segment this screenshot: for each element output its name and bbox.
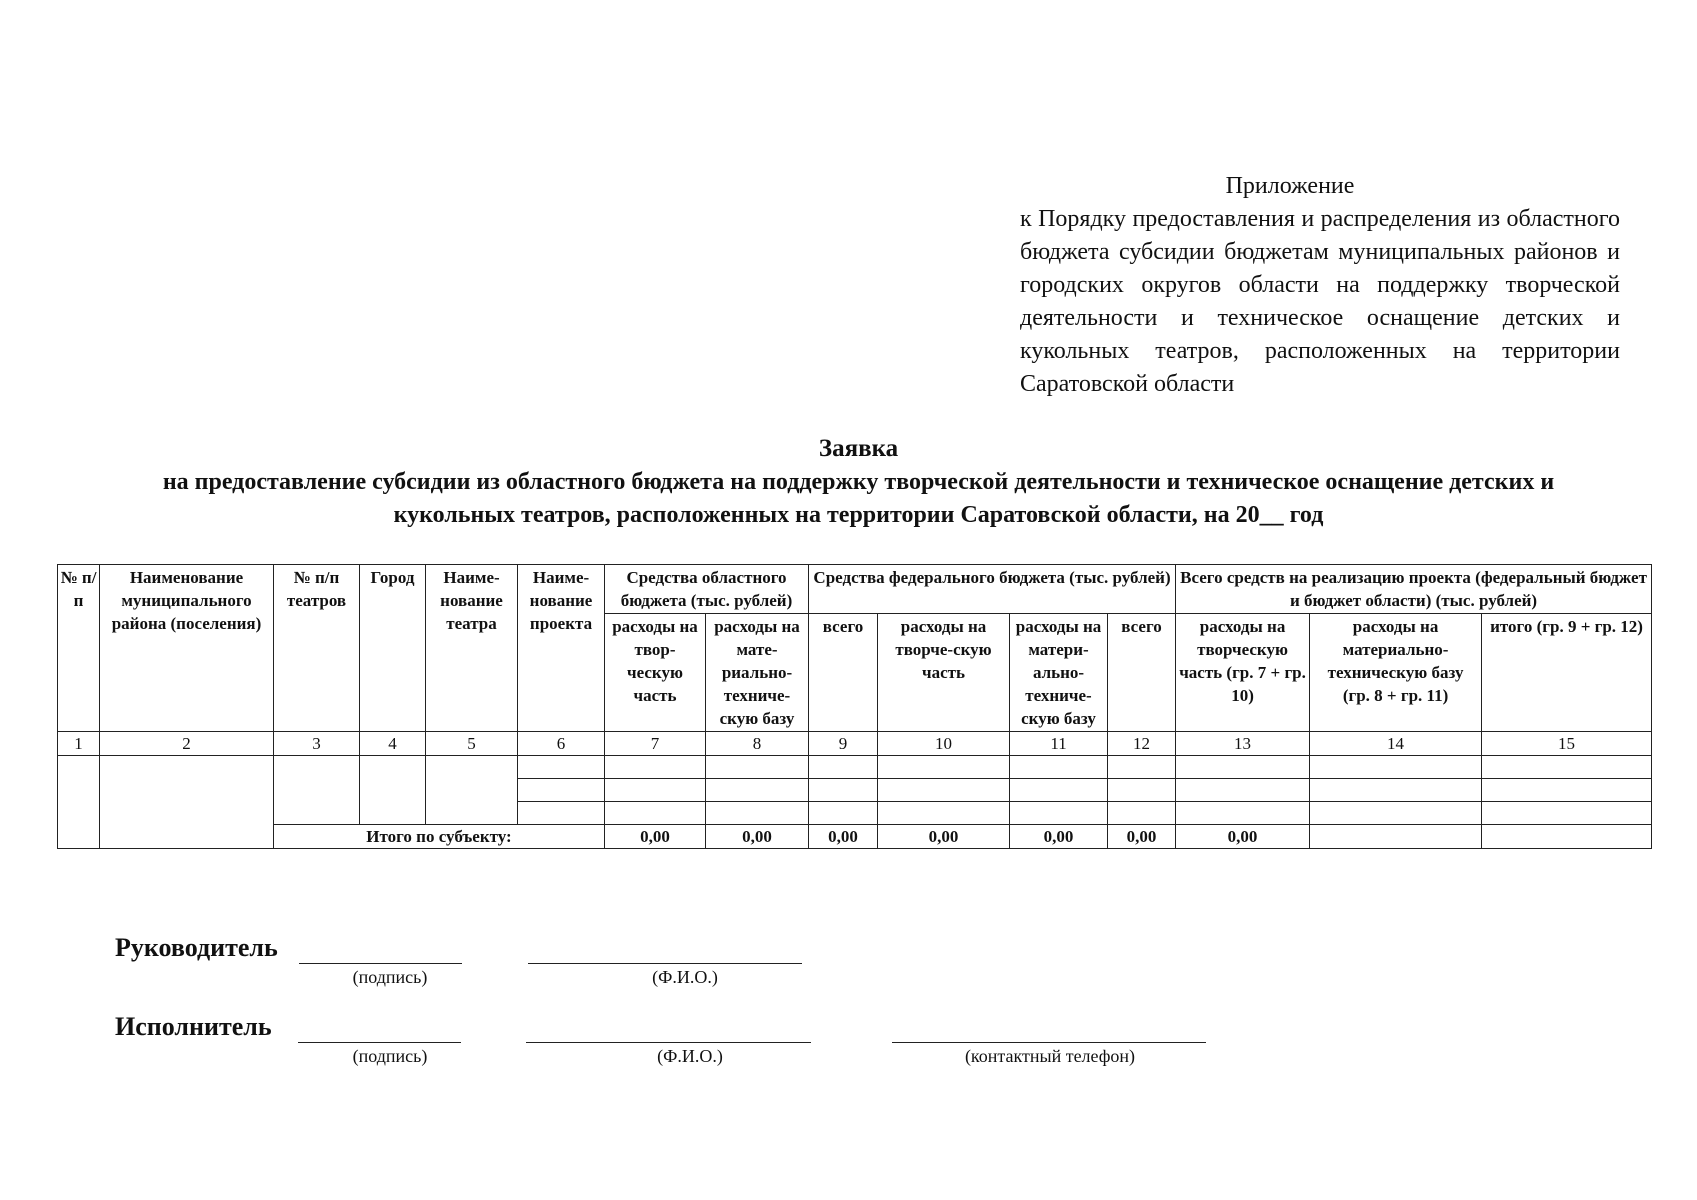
column-number: 12 xyxy=(1108,732,1176,756)
cell xyxy=(878,802,1010,825)
header-theatre-name: Наиме-нование театра xyxy=(426,565,518,732)
cell xyxy=(1176,802,1310,825)
cell xyxy=(1010,756,1108,779)
column-number: 1 xyxy=(58,732,100,756)
header-col-14: расходы на материально-техническую базу (гр. 8 + гр. 11) xyxy=(1310,614,1482,732)
cell xyxy=(1108,802,1176,825)
cell xyxy=(605,756,706,779)
header-col-7: расходы на твор-ческую часть xyxy=(605,614,706,732)
cell-project xyxy=(518,802,605,825)
cell-project xyxy=(518,756,605,779)
cell xyxy=(706,756,809,779)
cell-city xyxy=(360,756,426,825)
cell xyxy=(1310,779,1482,802)
header-theatre-number: № п/п театров xyxy=(274,565,360,732)
column-number: 14 xyxy=(1310,732,1482,756)
header-district: Наименование муниципального района (поселения) xyxy=(100,565,274,732)
column-number: 7 xyxy=(605,732,706,756)
cell xyxy=(1176,779,1310,802)
cell xyxy=(1482,779,1652,802)
appendix-block xyxy=(1020,170,1620,401)
total-label: Итого по субъекту: xyxy=(274,825,605,849)
cell xyxy=(809,779,878,802)
column-number: 13 xyxy=(1176,732,1310,756)
header-col-10: расходы на творче-скую часть xyxy=(878,614,1010,732)
executor-name-line[interactable] xyxy=(526,1042,811,1043)
total-value: 0,00 xyxy=(878,825,1010,849)
total-value: 0,00 xyxy=(605,825,706,849)
executor-phone-caption: (контактный телефон) xyxy=(964,1046,1136,1066)
cell xyxy=(809,756,878,779)
appendix-title: Приложение xyxy=(1225,173,1355,199)
head-name-line[interactable] xyxy=(528,963,802,964)
request-subtitle: на предоставление субсидии из областного бюджета на поддержку творческой деятельности и техническое оснащение детских и кукольных театров, расположенных на территории Саратовской области, на 20__ год xyxy=(162,469,1555,528)
total-value: 0,00 xyxy=(1010,825,1108,849)
request-heading xyxy=(60,432,1657,532)
cell xyxy=(1010,802,1108,825)
column-number: 5 xyxy=(426,732,518,756)
header-col-9: всего xyxy=(809,614,878,732)
executor-signature-line[interactable] xyxy=(298,1042,461,1043)
cell xyxy=(1310,802,1482,825)
head-name-caption: (Ф.И.О.) xyxy=(652,967,718,987)
request-title: Заявка xyxy=(818,435,899,462)
cell xyxy=(1108,779,1176,802)
cell xyxy=(706,802,809,825)
executor-signature-caption: (подпись) xyxy=(352,1046,428,1066)
total-value xyxy=(1310,825,1482,849)
header-col-13: расходы на творческую часть (гр. 7 + гр. 10) xyxy=(1176,614,1310,732)
cell-number xyxy=(58,756,100,849)
header-row-1 xyxy=(58,565,1652,614)
head-signature-line[interactable] xyxy=(299,963,462,964)
cell-district xyxy=(100,756,274,849)
header-regional-budget: Средства областного бюджета (тыс. рублей) xyxy=(605,565,809,614)
table-row xyxy=(58,756,1652,779)
cell xyxy=(605,802,706,825)
cell xyxy=(1482,802,1652,825)
header-col-12: всего xyxy=(1108,614,1176,732)
cell-project xyxy=(518,779,605,802)
header-col-11: расходы на матери-ально-техниче-скую базу xyxy=(1010,614,1108,732)
cell xyxy=(878,756,1010,779)
total-value: 0,00 xyxy=(1176,825,1310,849)
header-project-name: Наиме-нование проекта xyxy=(518,565,605,732)
cell xyxy=(1176,756,1310,779)
cell-theatre-number xyxy=(274,756,360,825)
cell-theatre-name xyxy=(426,756,518,825)
column-number: 2 xyxy=(100,732,274,756)
header-col-15: итого (гр. 9 + гр. 12) xyxy=(1482,614,1652,732)
column-number: 4 xyxy=(360,732,426,756)
total-value xyxy=(1482,825,1652,849)
executor-label: Исполнитель xyxy=(115,1012,272,1041)
total-value: 0,00 xyxy=(809,825,878,849)
application-table xyxy=(57,564,1652,849)
header-city: Город xyxy=(360,565,426,732)
head-signature-caption: (подпись) xyxy=(352,967,428,987)
executor-name-caption: (Ф.И.О.) xyxy=(657,1046,723,1066)
header-number: № п/п xyxy=(58,565,100,732)
column-number: 3 xyxy=(274,732,360,756)
total-value: 0,00 xyxy=(706,825,809,849)
executor-phone-line[interactable] xyxy=(892,1042,1206,1043)
cell xyxy=(605,779,706,802)
column-numbers-row xyxy=(58,732,1652,756)
total-row xyxy=(58,825,1652,849)
cell xyxy=(878,779,1010,802)
appendix-text: к Порядку предоставления и распределения из областного бюджета субсидии бюджетам муниципальных районов и городских округов области на поддержку творческой деятельности и техническое оснащение детских и кукольных театров, расположенных на территории Саратовской области xyxy=(1020,206,1620,397)
column-number: 6 xyxy=(518,732,605,756)
total-value: 0,00 xyxy=(1108,825,1176,849)
head-label: Руководитель xyxy=(115,933,278,962)
header-col-8: расходы на мате-риально-техниче-скую базу xyxy=(706,614,809,732)
column-number: 11 xyxy=(1010,732,1108,756)
column-number: 8 xyxy=(706,732,809,756)
column-number: 9 xyxy=(809,732,878,756)
cell xyxy=(1010,779,1108,802)
cell xyxy=(1108,756,1176,779)
cell xyxy=(809,802,878,825)
cell xyxy=(1310,756,1482,779)
header-total-funds: Всего средств на реализацию проекта (федеральный бюджет и бюджет области) (тыс. рублей) xyxy=(1176,565,1652,614)
header-federal-budget: Средства федерального бюджета (тыс. рублей) xyxy=(809,565,1176,614)
cell xyxy=(706,779,809,802)
cell xyxy=(1482,756,1652,779)
column-number: 15 xyxy=(1482,732,1652,756)
column-number: 10 xyxy=(878,732,1010,756)
